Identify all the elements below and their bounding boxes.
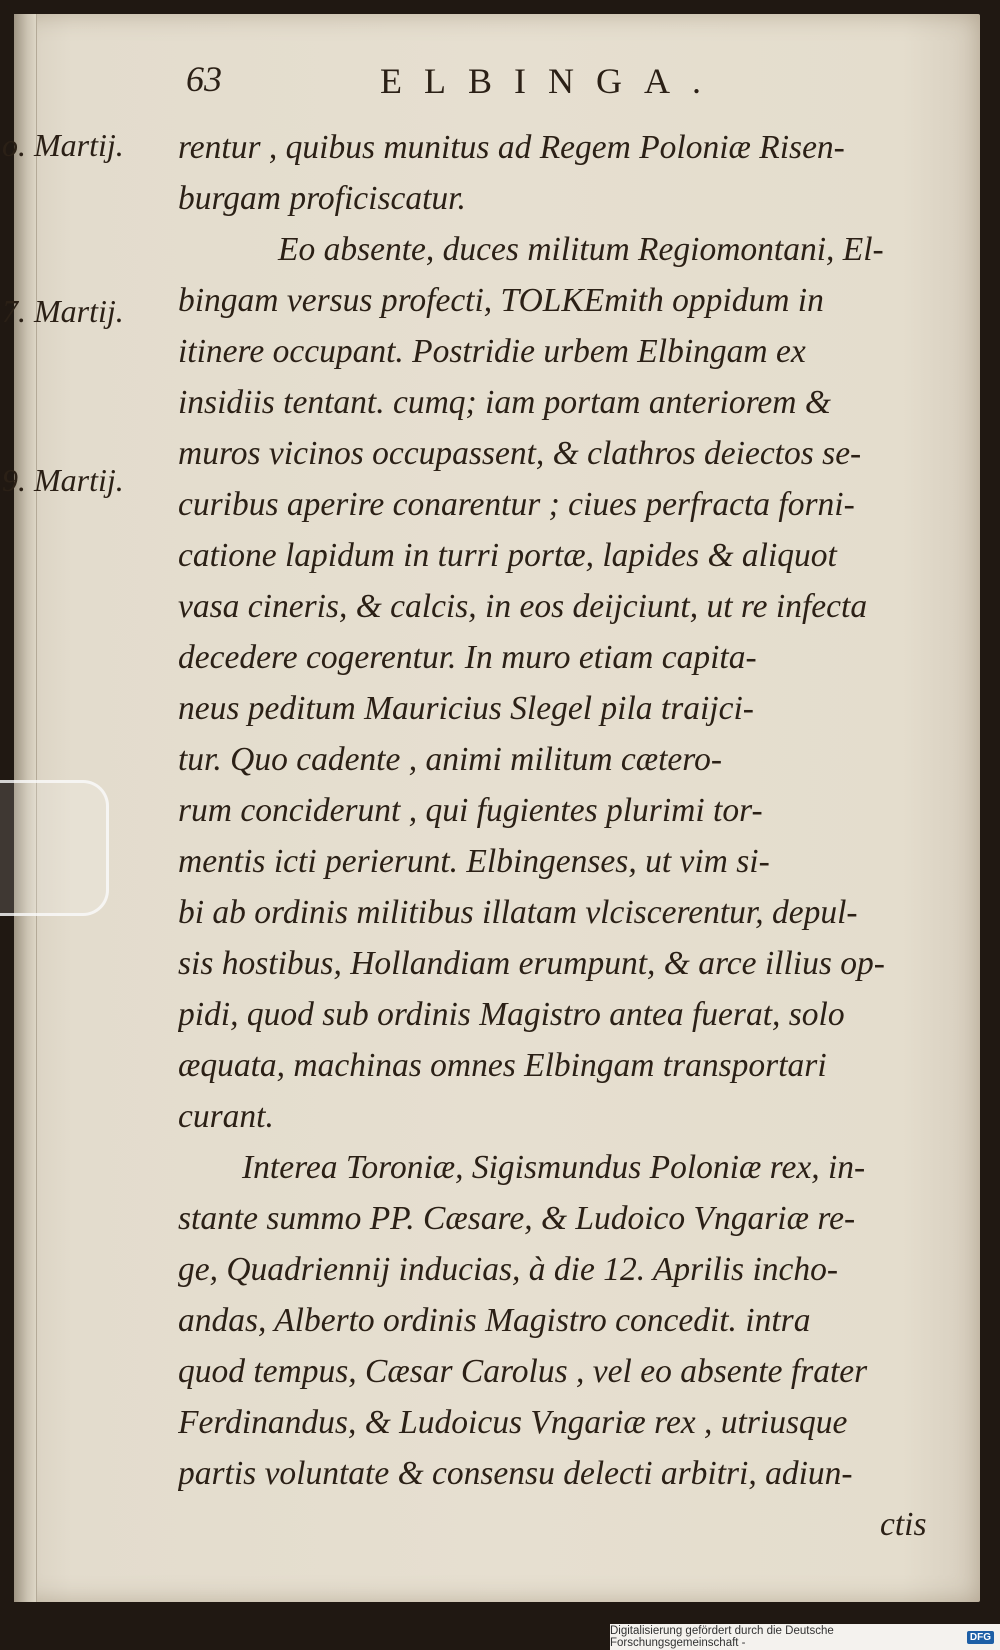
margin-note-date: 9. Martij. [2,462,124,498]
text-line: quod tempus, Cæsar Carolus , vel eo absente frater [178,1353,868,1390]
text-line: rum conciderunt , qui fugientes plurimi tor- [178,792,763,829]
text-line: rentur , quibus munitus ad Regem Poloniæ Risen- [178,129,845,166]
page-clip [0,780,109,916]
text-line: stante summo PP. Cæsare, & Ludoico Vngariæ re- [178,1200,856,1237]
margin-note-date: o. Martij. [2,127,124,163]
text-line: curibus aperire conarentur ; ciues perfracta forni- [178,486,855,523]
text-line: neus peditum Mauricius Slegel pila traijci- [178,690,754,727]
text-line: pidi, quod sub ordinis Magistro antea fuerat, solo [178,996,845,1033]
text-line: ge, Quadriennij inducias, à die 12. Aprilis incho- [178,1251,839,1288]
text-line: Interea Toroniæ, Sigismundus Poloniæ rex, in- [242,1149,866,1186]
digitization-note: Digitalisierung gefördert durch die Deutsche Forschungsgemeinschaft - [610,1625,834,1649]
dfg-logo: DFG [967,1631,994,1644]
text-line: catione lapidum in turri portæ, lapides & aliquot [178,537,837,574]
text-line: bingam versus profecti, TOLKEmith oppidum in [178,282,824,319]
text-line: tur. Quo cadente , animi militum cætero- [178,741,722,778]
text-line: insidiis tentant. cumq; iam portam anteriorem & [178,384,831,421]
text-line: sis hostibus, Hollandiam erumpunt, & arce illius op- [178,945,885,982]
text-line: vasa cineris, & calcis, in eos deijciunt, ut re infecta [178,588,868,625]
running-head: ELBINGA. [380,61,723,101]
margin-note-date: 7. Martij. [2,293,124,329]
text-line: andas, Alberto ordinis Magistro concedit. intra [178,1302,811,1339]
text-line: itinere occupant. Postridie urbem Elbingam ex [178,333,806,370]
page-number: 63 [186,59,222,99]
text-line: bi ab ordinis militibus illatam vlciscerentur, depul- [178,894,858,931]
text-line: curant. [178,1098,274,1135]
text-line: Ferdinandus, & Ludoicus Vngariæ rex , utriusque [178,1404,848,1441]
text-line: decedere cogerentur. In muro etiam capita- [178,639,757,676]
digitization-banner [610,1624,1000,1650]
catchword: ctis [880,1506,927,1543]
text-line: muros vicinos occupassent, & clathros deiectos se- [178,435,862,472]
text-line: Eo absente, duces militum Regiomontani, El- [278,231,884,268]
text-line: mentis icti perierunt. Elbingenses, ut vim si- [178,843,770,880]
text-line: burgam proficiscatur. [178,180,466,217]
text-line: æquata, machinas omnes Elbingam transportari [178,1047,827,1084]
text-line: partis voluntate & consensu delecti arbitri, adiun- [178,1455,853,1492]
